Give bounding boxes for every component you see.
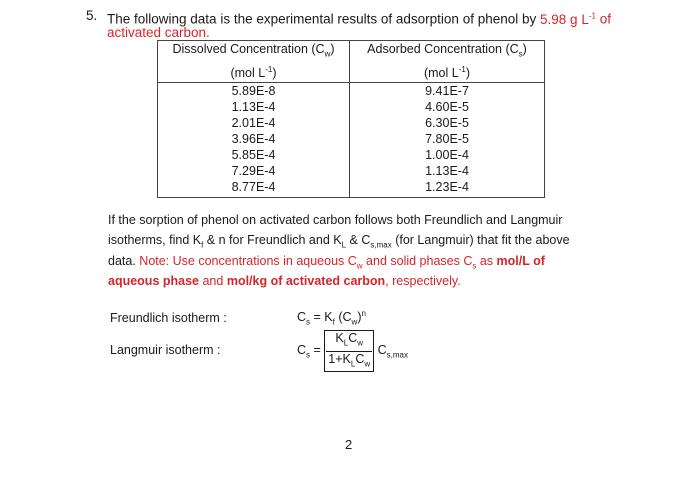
table-cell: 1.13E-4 [350, 163, 545, 179]
table-row [158, 163, 545, 179]
freundlich-label: Freundlich isotherm : [110, 311, 227, 325]
note-text: Note: Use concentrations in aqueous $C_w$ and solid phases $C_s$ as [139, 254, 494, 271]
carbon-dose: 5.98 g $L^{-1}$ [540, 11, 596, 27]
page-number: 2 [345, 437, 353, 452]
paragraph-line-4: aqueous phase and mol/kg of activated carbon, respectively. [108, 274, 461, 288]
col-header-dissolved: Dissolved Concentration $(C_w)$ (mol $L^{-1}$) [158, 41, 350, 83]
adsorption-data-table [157, 40, 545, 198]
question-text: The following data is the experimental results of adsorption of phenol by [107, 11, 537, 27]
table-row [158, 131, 545, 147]
table-cell: 4.60E-5 [350, 99, 545, 115]
question-number: 5. [86, 8, 98, 23]
paragraph-line-3: data. Note: Use concentrations in aqueous $C_w$ and solid phases $C_s$ as mol/L of [108, 254, 545, 271]
table-row [158, 115, 545, 131]
table-cell: 1.23E-4 [350, 179, 545, 198]
table-row [158, 82, 545, 99]
table-row [158, 147, 545, 163]
col-header-adsorbed: Adsorbed Concentration $(C_s)$ (mol $L^{-1}$) [350, 41, 545, 83]
table-cell: 1.00E-4 [350, 147, 545, 163]
table-cell: 7.29E-4 [158, 163, 350, 179]
table-cell: 5.85E-4 [158, 147, 350, 163]
langmuir-label: Langmuir isotherm : [110, 343, 221, 357]
table-cell: 1.13E-4 [158, 99, 350, 115]
table-cell: 7.80E-5 [350, 131, 545, 147]
freundlich-equation: $C_s = K_f$ $(C_w)^n$ [297, 309, 366, 327]
table-cell: 2.01E-4 [158, 115, 350, 131]
paragraph-line-1: If the sorption of phenol on activated carbon follows both Freundlich and Langmuir [108, 213, 563, 227]
table-cell: 3.96E-4 [158, 131, 350, 147]
note-unit-liquid: mol/L of [496, 254, 545, 268]
table-row [158, 179, 545, 198]
paragraph-line-2: isotherms, find $K_f$ & n for Freundlich and $K_L$ & $C_{s,max}$ (for Langmuir) that fit the above [108, 233, 570, 250]
table-cell: 5.89E-8 [158, 82, 350, 99]
table-cell: 6.30E-5 [350, 115, 545, 131]
table-cell: 8.77E-4 [158, 179, 350, 198]
langmuir-equation: $C_s$ = $\frac{K_LC_w}{1+K_LC_w}$ $C_{s,max}$ [297, 330, 408, 372]
langmuir-fraction: $\frac{K_LC_w}{1+K_LC_w}$ [328, 331, 371, 368]
langmuir-bracket [324, 330, 374, 372]
table-row [158, 99, 545, 115]
question-of: of [599, 11, 611, 27]
table-cell: 9.41E-7 [350, 82, 545, 99]
question-line-2: activated carbon. [107, 25, 210, 40]
